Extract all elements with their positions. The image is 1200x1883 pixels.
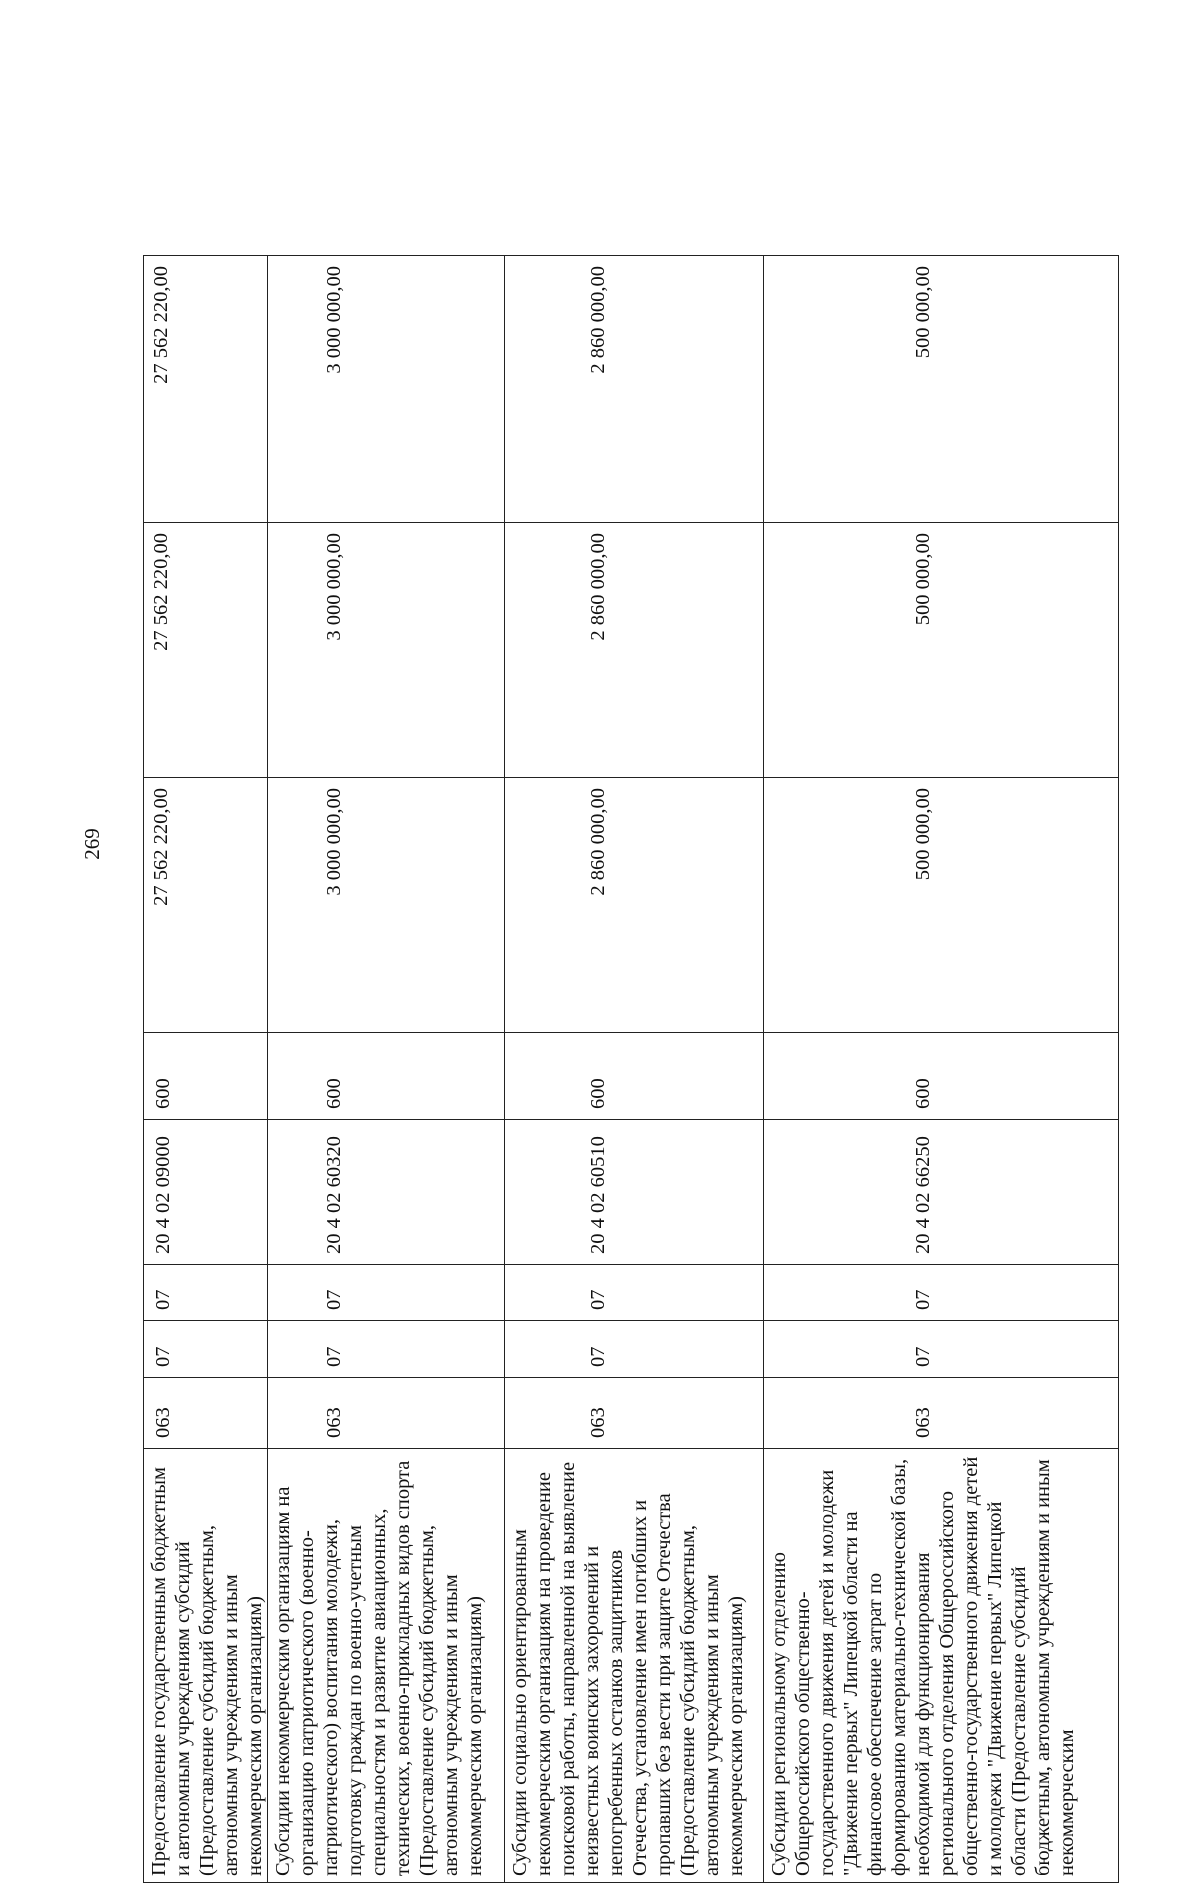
- row-code-subsection: 07: [268, 1265, 505, 1321]
- row-code-subsection: 07: [764, 1265, 1119, 1321]
- row-code-section: 07: [268, 1321, 505, 1378]
- row-amount-2: 27 562 220,00: [144, 523, 268, 778]
- row-code-section: 07: [505, 1321, 764, 1378]
- row-amount-2: 500 000,00: [764, 523, 1119, 778]
- row-description: Предоставление государственным бюджетным и автономным учреждениям субсидий (Предоставление субсидий бюджетным, автономным учреждениям и иным некоммерческим организациям): [144, 1449, 268, 1883]
- row-amount-1: 500 000,00: [764, 778, 1119, 1033]
- row-target-article: 20 4 02 60320: [268, 1120, 505, 1265]
- table-row: [764, 256, 1119, 1883]
- row-code-subsection: 07: [505, 1265, 764, 1321]
- row-code-ministry: 063: [764, 1378, 1119, 1449]
- row-description: Субсидии социально ориентированным некоммерческим организациям на проведение поисковой работы, направленной на выявление неизвестных воинских захоронений и непогребенных останков защитников Отечества, установление имен погибших и пропавших без вести при защите Отечества (Предоставление субсидий бюджетным, автономным учреждениям и иным некоммерческим организациям): [505, 1449, 764, 1883]
- row-code-section: 07: [144, 1321, 268, 1378]
- row-target-article: 20 4 02 66250: [764, 1120, 1119, 1265]
- row-amount-1: 2 860 000,00: [505, 778, 764, 1033]
- row-amount-2: 3 000 000,00: [268, 523, 505, 778]
- row-expense-type: 600: [505, 1033, 764, 1120]
- row-amount-2: 2 860 000,00: [505, 523, 764, 778]
- row-target-article: 20 4 02 09000: [144, 1120, 268, 1265]
- row-description: Субсидии некоммерческим организациям на организацию патриотического (военно-патриотического) воспитания молодежи, подготовку граждан по военно-учетным специальностям и развитие авиационных, технических, военно-прикладных видов спорта (Предоставление субсидий бюджетным, автономным учреждениям и иным некоммерческим организациям): [268, 1449, 505, 1883]
- row-amount-3: 3 000 000,00: [268, 256, 505, 523]
- row-amount-1: 27 562 220,00: [144, 778, 268, 1033]
- row-amount-3: 500 000,00: [764, 256, 1119, 523]
- row-expense-type: 600: [268, 1033, 505, 1120]
- table-row: [144, 256, 268, 1883]
- row-expense-type: 600: [144, 1033, 268, 1120]
- row-code-ministry: 063: [505, 1378, 764, 1449]
- row-amount-3: 2 860 000,00: [505, 256, 764, 523]
- row-code-section: 07: [764, 1321, 1119, 1378]
- row-expense-type: 600: [764, 1033, 1119, 1120]
- row-target-article: 20 4 02 60510: [505, 1120, 764, 1265]
- budget-table-rotated: [143, 256, 1106, 1883]
- table-row: [505, 256, 764, 1883]
- row-description: Субсидии региональному отделению Общероссийского общественно-государственного движения детей и молодежи "Движение первых" Липецкой области на финансовое обеспечение затрат по формированию материально-технической базы, необходимой для функционирования регионального отделения Общероссийского общественно-государственного движения детей и молодежи "Движение первых" Липецкой области (Предоставление субсидий бюджетным, автономным учреждениям и иным некоммерческим: [764, 1449, 1119, 1883]
- row-amount-3: 27 562 220,00: [144, 256, 268, 523]
- row-code-ministry: 063: [144, 1378, 268, 1449]
- row-amount-1: 3 000 000,00: [268, 778, 505, 1033]
- page-number: 269: [80, 828, 104, 860]
- budget-table: [143, 255, 1119, 1883]
- table-row: [268, 256, 505, 1883]
- row-code-subsection: 07: [144, 1265, 268, 1321]
- row-code-ministry: 063: [268, 1378, 505, 1449]
